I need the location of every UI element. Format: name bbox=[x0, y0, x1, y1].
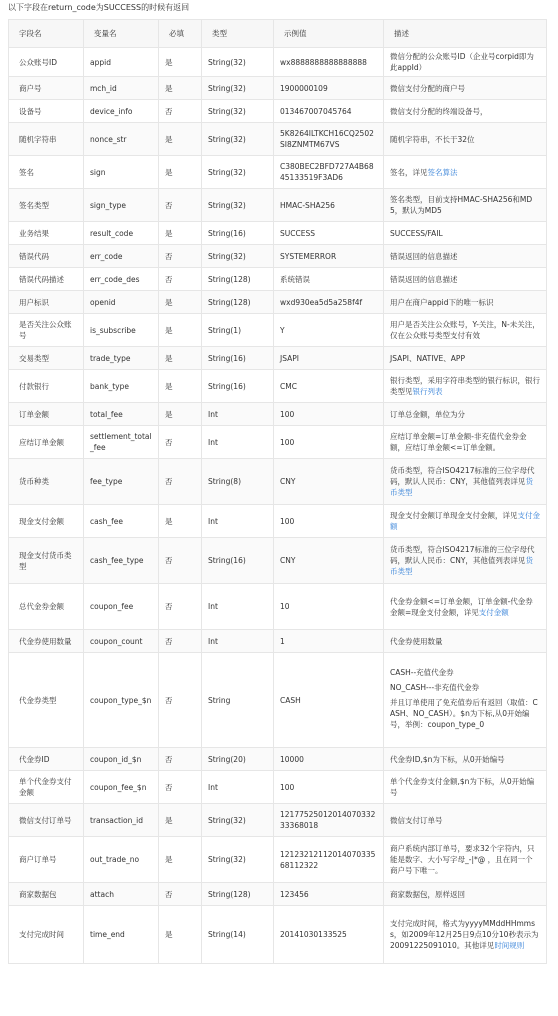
description-text: 随机字符串，不长于32位 bbox=[390, 134, 475, 144]
required-cell: 否 bbox=[159, 584, 202, 630]
table-row bbox=[9, 459, 547, 505]
example-cell: wxd930ea5d5a258f4f bbox=[274, 291, 384, 314]
description-cell bbox=[384, 906, 547, 964]
field-name-cell: 用户标识 bbox=[9, 291, 84, 314]
table-row bbox=[9, 156, 547, 189]
example-cell: 20141030133525 bbox=[274, 906, 384, 964]
variable-name-cell: coupon_id_$n bbox=[84, 748, 159, 771]
field-name-cell: 付款银行 bbox=[9, 370, 84, 403]
variable-name-cell: settlement_total_fee bbox=[84, 426, 159, 459]
description-cell bbox=[384, 268, 547, 291]
field-name-cell: 现金支付金额 bbox=[9, 505, 84, 538]
example-cell: C380BEC2BFD727A4B6845133519F3AD6 bbox=[274, 156, 384, 189]
table-row bbox=[9, 538, 547, 584]
header-example: 示例值 bbox=[274, 20, 384, 48]
field-name-cell: 总代金券金额 bbox=[9, 584, 84, 630]
required-cell: 是 bbox=[159, 222, 202, 245]
table-row bbox=[9, 883, 547, 906]
example-cell: 1217752501201407033233368018 bbox=[274, 804, 384, 837]
intro-text: 以下字段在return_code为SUCCESS的时候有返回 bbox=[8, 3, 190, 12]
description-text: 微信支付分配的商户号 bbox=[390, 83, 465, 93]
required-cell: 否 bbox=[159, 426, 202, 459]
type-cell: Int bbox=[202, 630, 274, 653]
required-cell: 否 bbox=[159, 100, 202, 123]
required-cell: 是 bbox=[159, 347, 202, 370]
example-cell: 100 bbox=[274, 426, 384, 459]
type-cell: String(1) bbox=[202, 314, 274, 347]
description-text: 用户是否关注公众账号，Y-关注，N-未关注，仅在公众账号类型支付有效 bbox=[390, 320, 540, 340]
description-text: 支付完成时间，格式为yyyyMMddHHmmss，如2009年12月25日9点10分10秒表示为20091225091010。其他详见 bbox=[390, 919, 539, 950]
description-cell bbox=[384, 538, 547, 584]
type-cell: String(32) bbox=[202, 156, 274, 189]
description-link[interactable]: 货币类型 bbox=[390, 477, 533, 497]
table-row bbox=[9, 804, 547, 837]
variable-name-cell: cash_fee bbox=[84, 505, 159, 538]
description-line: 并且订单使用了免充值券后有返回（取值：CASH、NO_CASH）。$n为下标,从0开始编号，举例：coupon_type_0 bbox=[390, 697, 538, 729]
description-cell bbox=[384, 426, 547, 459]
variable-name-cell: bank_type bbox=[84, 370, 159, 403]
description-cell bbox=[384, 291, 547, 314]
required-cell: 是 bbox=[159, 123, 202, 156]
description-cell bbox=[384, 653, 547, 748]
table-row bbox=[9, 906, 547, 964]
example-cell: JSAPI bbox=[274, 347, 384, 370]
required-cell: 否 bbox=[159, 189, 202, 222]
table-row bbox=[9, 748, 547, 771]
field-name-cell: 公众账号ID bbox=[9, 48, 84, 77]
description-text: 商户系统内部订单号，要求32个字符内，只能是数字、大小写字母_-|*@ ，且在同一个商户号下唯一。 bbox=[390, 844, 535, 875]
table-row bbox=[9, 314, 547, 347]
example-cell: 5K8264ILTKCH16CQ2502SI8ZNMTM67VS bbox=[274, 123, 384, 156]
type-cell: String(128) bbox=[202, 291, 274, 314]
description-text: 错误返回的信息描述 bbox=[390, 251, 458, 261]
variable-name-cell: out_trade_no bbox=[84, 837, 159, 883]
description-cell bbox=[384, 347, 547, 370]
variable-name-cell: appid bbox=[84, 48, 159, 77]
example-cell: 123456 bbox=[274, 883, 384, 906]
table-row bbox=[9, 268, 547, 291]
description-link[interactable]: 支付金额 bbox=[478, 607, 509, 617]
field-name-cell: 签名 bbox=[9, 156, 84, 189]
description-cell bbox=[384, 630, 547, 653]
description-link[interactable]: 支付金额 bbox=[390, 511, 540, 531]
type-cell: String(20) bbox=[202, 748, 274, 771]
description-cell bbox=[384, 48, 547, 77]
field-name-cell: 代金券使用数量 bbox=[9, 630, 84, 653]
description-text: 银行类型，采用字符串类型的银行标识，银行类型见 bbox=[390, 376, 540, 396]
required-cell: 是 bbox=[159, 291, 202, 314]
field-name-cell: 交易类型 bbox=[9, 347, 84, 370]
example-cell: CMC bbox=[274, 370, 384, 403]
example-cell: 100 bbox=[274, 505, 384, 538]
description-link[interactable]: 银行列表 bbox=[412, 387, 443, 396]
example-cell: CASH bbox=[274, 653, 384, 748]
table-row bbox=[9, 100, 547, 123]
description-cell bbox=[384, 189, 547, 222]
description-cell bbox=[384, 804, 547, 837]
table-row bbox=[9, 123, 547, 156]
description-cell bbox=[384, 370, 547, 403]
description-text: 订单总金额，单位为分 bbox=[390, 409, 465, 419]
type-cell: Int bbox=[202, 426, 274, 459]
description-text: 现金支付金额订单现金支付金额，详见 bbox=[390, 511, 518, 520]
required-cell: 是 bbox=[159, 906, 202, 964]
required-cell: 是 bbox=[159, 48, 202, 77]
description-text: 签名，详见 bbox=[390, 167, 428, 177]
field-name-cell: 微信支付订单号 bbox=[9, 804, 84, 837]
field-name-cell: 商户订单号 bbox=[9, 837, 84, 883]
field-name-cell: 单个代金券支付金额 bbox=[9, 771, 84, 804]
type-cell: String(14) bbox=[202, 906, 274, 964]
type-cell: String(16) bbox=[202, 538, 274, 584]
description-text: 签名类型，目前支持HMAC-SHA256和MD5，默认为MD5 bbox=[390, 195, 533, 215]
description-cell bbox=[384, 883, 547, 906]
description-cell bbox=[384, 100, 547, 123]
required-cell: 是 bbox=[159, 77, 202, 100]
description-cell bbox=[384, 245, 547, 268]
description-line: CASH--充值代金券 bbox=[390, 667, 454, 677]
type-cell: String(8) bbox=[202, 459, 274, 505]
table-row bbox=[9, 771, 547, 804]
required-cell: 否 bbox=[159, 630, 202, 653]
type-cell: String(16) bbox=[202, 370, 274, 403]
description-text: 货币类型，符合ISO4217标准的三位字母代码，默认人民币：CNY，其他值列表详见 bbox=[390, 466, 535, 486]
type-cell: String(32) bbox=[202, 245, 274, 268]
description-text: 错误返回的信息描述 bbox=[390, 274, 458, 284]
example-cell: HMAC-SHA256 bbox=[274, 189, 384, 222]
field-name-cell: 商家数据包 bbox=[9, 883, 84, 906]
table-row bbox=[9, 837, 547, 883]
variable-name-cell: openid bbox=[84, 291, 159, 314]
variable-name-cell: transaction_id bbox=[84, 804, 159, 837]
description-cell bbox=[384, 156, 547, 189]
variable-name-cell: device_info bbox=[84, 100, 159, 123]
example-cell: 013467007045764 bbox=[274, 100, 384, 123]
required-cell: 是 bbox=[159, 403, 202, 426]
required-cell: 否 bbox=[159, 771, 202, 804]
required-cell: 是 bbox=[159, 837, 202, 883]
required-cell: 是 bbox=[159, 156, 202, 189]
example-cell: 100 bbox=[274, 403, 384, 426]
description-cell bbox=[384, 584, 547, 630]
example-cell: 1 bbox=[274, 630, 384, 653]
example-cell: 100 bbox=[274, 771, 384, 804]
variable-name-cell: attach bbox=[84, 883, 159, 906]
variable-name-cell: sign bbox=[84, 156, 159, 189]
description-cell bbox=[384, 314, 547, 347]
required-cell: 是 bbox=[159, 804, 202, 837]
description-text: 应结订单金额=订单金额-非充值代金券金额，应结订单金额<=订单金额。 bbox=[390, 432, 527, 452]
type-cell: Int bbox=[202, 505, 274, 538]
description-cell bbox=[384, 459, 547, 505]
type-cell: String bbox=[202, 653, 274, 748]
description-line: NO_CASH---非充值代金券 bbox=[390, 682, 480, 692]
type-cell: String(32) bbox=[202, 837, 274, 883]
description-text: 代金券ID,$n为下标，从0开始编号 bbox=[390, 754, 505, 764]
variable-name-cell: fee_type bbox=[84, 459, 159, 505]
type-cell: String(32) bbox=[202, 804, 274, 837]
field-name-cell: 设备号 bbox=[9, 100, 84, 123]
description-cell bbox=[384, 771, 547, 804]
required-cell: 否 bbox=[159, 268, 202, 291]
header-field-name: 字段名 bbox=[9, 20, 84, 48]
table-row bbox=[9, 505, 547, 538]
field-name-cell: 订单金额 bbox=[9, 403, 84, 426]
description-cell bbox=[384, 77, 547, 100]
description-cell bbox=[384, 403, 547, 426]
table-row bbox=[9, 347, 547, 370]
description-text: JSAPI、NATIVE、APP bbox=[390, 353, 465, 363]
table-header-row bbox=[9, 20, 547, 48]
variable-name-cell: coupon_type_$n bbox=[84, 653, 159, 748]
description-text: 商家数据包，原样返回 bbox=[390, 889, 465, 899]
example-cell: 10 bbox=[274, 584, 384, 630]
description-cell bbox=[384, 748, 547, 771]
field-name-cell: 应结订单金额 bbox=[9, 426, 84, 459]
required-cell: 否 bbox=[159, 459, 202, 505]
table-row bbox=[9, 630, 547, 653]
example-cell: 10000 bbox=[274, 748, 384, 771]
example-cell: 1212321211201407033568112322 bbox=[274, 837, 384, 883]
field-name-cell: 业务结果 bbox=[9, 222, 84, 245]
table-row bbox=[9, 291, 547, 314]
field-name-cell: 是否关注公众账号 bbox=[9, 314, 84, 347]
field-name-cell: 错误代码描述 bbox=[9, 268, 84, 291]
table-row bbox=[9, 77, 547, 100]
description-link[interactable]: 货币类型 bbox=[390, 556, 533, 576]
type-cell: String(32) bbox=[202, 100, 274, 123]
field-name-cell: 签名类型 bbox=[9, 189, 84, 222]
variable-name-cell: time_end bbox=[84, 906, 159, 964]
required-cell: 是 bbox=[159, 370, 202, 403]
field-name-cell: 错误代码 bbox=[9, 245, 84, 268]
example-cell: 系统错误 bbox=[274, 268, 384, 291]
type-cell: String(32) bbox=[202, 189, 274, 222]
header-variable-name: 变量名 bbox=[84, 20, 159, 48]
description-text: 单个代金券支付金额,$n为下标，从0开始编号 bbox=[390, 777, 535, 797]
field-name-cell: 代金券ID bbox=[9, 748, 84, 771]
description-link[interactable]: 时间规则 bbox=[494, 941, 525, 950]
description-text: 微信支付订单号 bbox=[390, 815, 443, 825]
variable-name-cell: sign_type bbox=[84, 189, 159, 222]
description-text: 微信支付分配的终端设备号， bbox=[390, 106, 488, 116]
field-name-cell: 商户号 bbox=[9, 77, 84, 100]
header-description: 描述 bbox=[384, 20, 547, 48]
description-text: 代金券使用数量 bbox=[390, 636, 443, 646]
type-cell: Int bbox=[202, 771, 274, 804]
field-name-cell: 现金支付货币类型 bbox=[9, 538, 84, 584]
required-cell: 否 bbox=[159, 538, 202, 584]
description-text: 代金券金额<=订单金额，订单金额-代金券金额=现金支付金额，详见 bbox=[390, 596, 533, 617]
variable-name-cell: nonce_str bbox=[84, 123, 159, 156]
example-cell: SYSTEMERROR bbox=[274, 245, 384, 268]
table-row bbox=[9, 584, 547, 630]
type-cell: String(128) bbox=[202, 883, 274, 906]
example-cell: SUCCESS bbox=[274, 222, 384, 245]
variable-name-cell: err_code bbox=[84, 245, 159, 268]
example-cell: CNY bbox=[274, 538, 384, 584]
description-link[interactable]: 签名算法 bbox=[427, 167, 458, 177]
required-cell: 是 bbox=[159, 314, 202, 347]
table-row bbox=[9, 245, 547, 268]
type-cell: String(16) bbox=[202, 222, 274, 245]
description-text: 货币类型，符合ISO4217标准的三位字母代码，默认人民币：CNY，其他值列表详见 bbox=[390, 545, 535, 565]
variable-name-cell: cash_fee_type bbox=[84, 538, 159, 584]
type-cell: String(32) bbox=[202, 123, 274, 156]
type-cell: String(32) bbox=[202, 77, 274, 100]
header-required: 必填 bbox=[159, 20, 202, 48]
variable-name-cell: result_code bbox=[84, 222, 159, 245]
required-cell: 是 bbox=[159, 505, 202, 538]
table-row bbox=[9, 189, 547, 222]
variable-name-cell: mch_id bbox=[84, 77, 159, 100]
example-cell: 1900000109 bbox=[274, 77, 384, 100]
return-params-table bbox=[8, 19, 547, 964]
field-name-cell: 随机字符串 bbox=[9, 123, 84, 156]
table-row bbox=[9, 222, 547, 245]
description-cell bbox=[384, 505, 547, 538]
field-name-cell: 支付完成时间 bbox=[9, 906, 84, 964]
variable-name-cell: coupon_fee_$n bbox=[84, 771, 159, 804]
required-cell: 否 bbox=[159, 748, 202, 771]
field-name-cell: 货币种类 bbox=[9, 459, 84, 505]
description-cell bbox=[384, 837, 547, 883]
description-text: 微信分配的公众账号ID（企业号corpid即为此appId） bbox=[390, 52, 534, 72]
table-row bbox=[9, 426, 547, 459]
variable-name-cell: coupon_fee bbox=[84, 584, 159, 630]
variable-name-cell: trade_type bbox=[84, 347, 159, 370]
header-type: 类型 bbox=[202, 20, 274, 48]
table-row bbox=[9, 48, 547, 77]
required-cell: 否 bbox=[159, 883, 202, 906]
example-cell: CNY bbox=[274, 459, 384, 505]
type-cell: String(32) bbox=[202, 48, 274, 77]
required-cell: 否 bbox=[159, 245, 202, 268]
variable-name-cell: coupon_count bbox=[84, 630, 159, 653]
variable-name-cell: err_code_des bbox=[84, 268, 159, 291]
required-cell: 否 bbox=[159, 653, 202, 748]
field-name-cell: 代金券类型 bbox=[9, 653, 84, 748]
description-cell bbox=[384, 222, 547, 245]
type-cell: String(16) bbox=[202, 347, 274, 370]
table-row bbox=[9, 653, 547, 748]
example-cell: Y bbox=[274, 314, 384, 347]
type-cell: Int bbox=[202, 403, 274, 426]
description-text: 用户在商户appid下的唯一标识 bbox=[390, 297, 494, 307]
description-cell bbox=[384, 123, 547, 156]
variable-name-cell: total_fee bbox=[84, 403, 159, 426]
table-row bbox=[9, 403, 547, 426]
description-text: SUCCESS/FAIL bbox=[390, 228, 443, 238]
type-cell: String(128) bbox=[202, 268, 274, 291]
example-cell: wx8888888888888888 bbox=[274, 48, 384, 77]
variable-name-cell: is_subscribe bbox=[84, 314, 159, 347]
type-cell: Int bbox=[202, 584, 274, 630]
table-row bbox=[9, 370, 547, 403]
